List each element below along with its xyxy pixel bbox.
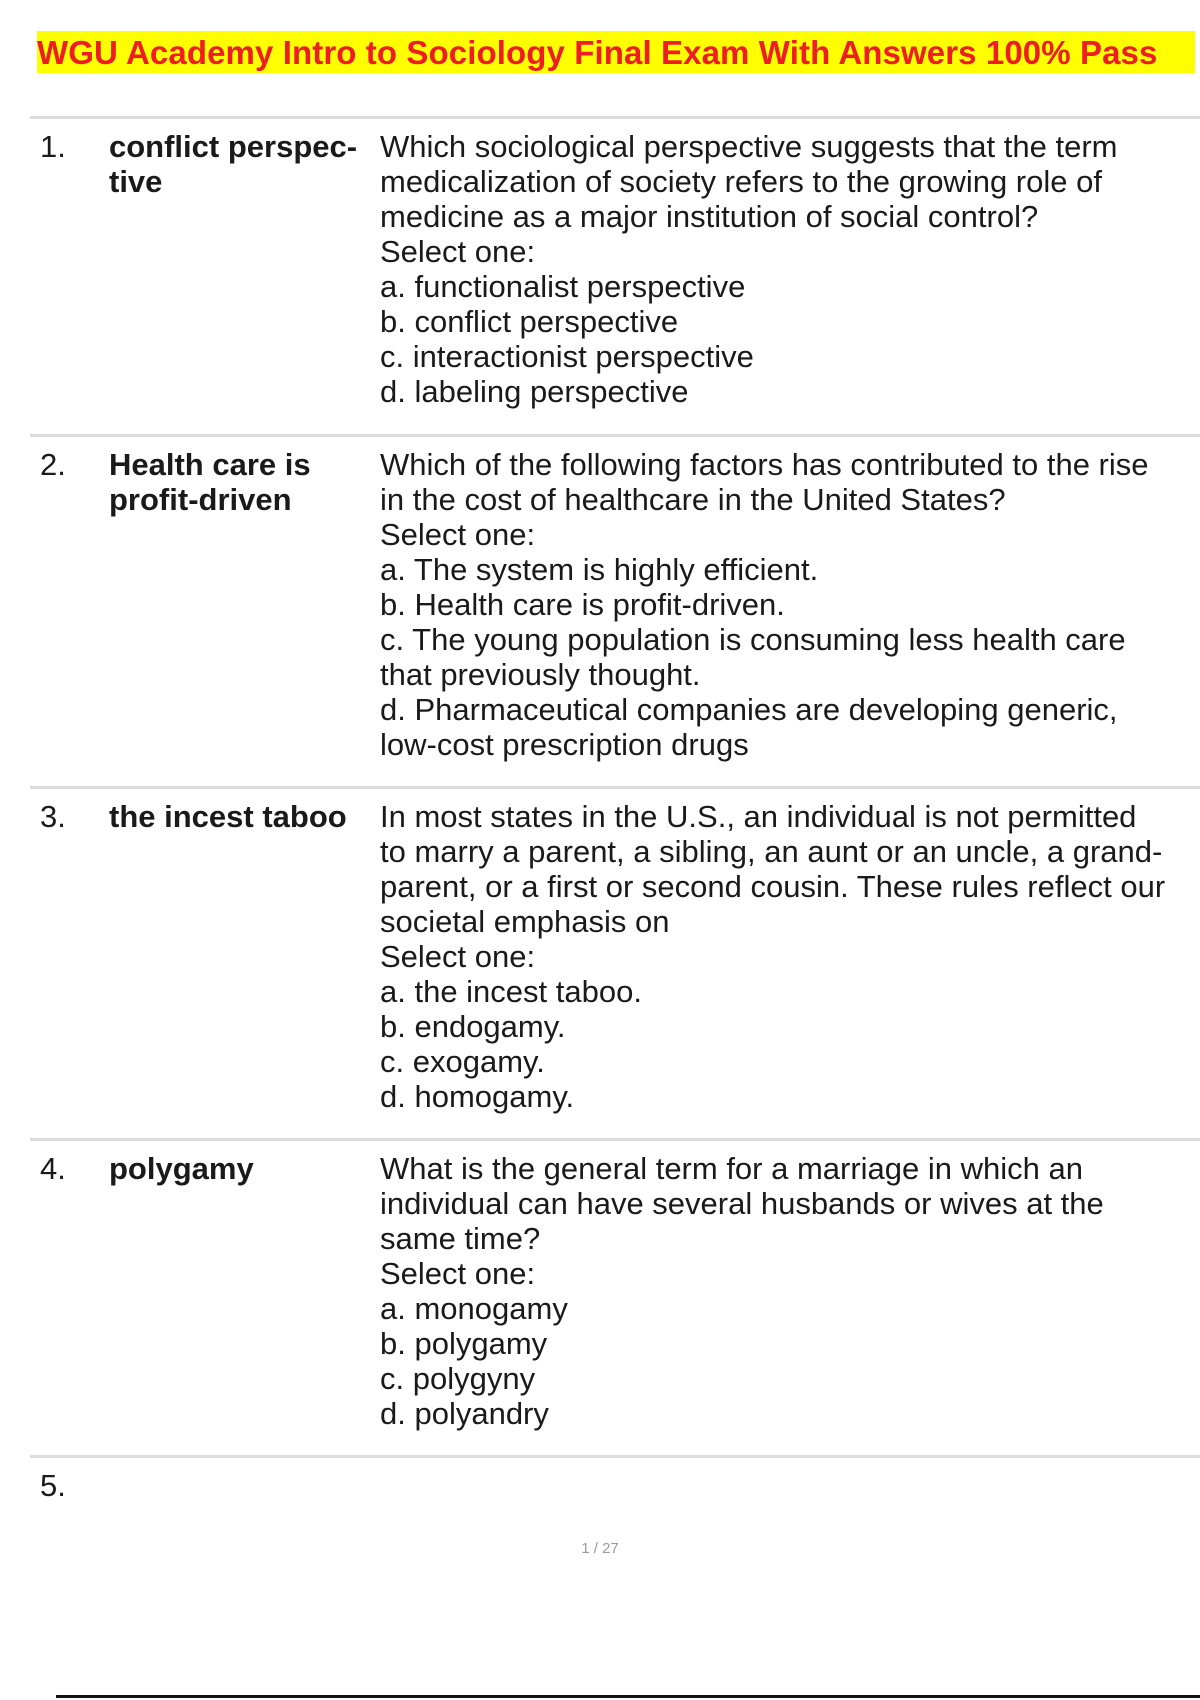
answer-term: polygamy	[109, 1151, 254, 1186]
question-row	[30, 786, 1200, 1138]
title-highlight	[37, 31, 1195, 73]
question-row	[30, 1455, 1200, 1535]
answer-term: Health care is profit-driven	[109, 447, 311, 517]
bottom-divider	[56, 1695, 1200, 1698]
question-text: What is the general term for a marriage in which an individual can have several husbands or wives at the same time? Select one: a. monogamy b. polygamy c. polygyny d. polyandry	[380, 1151, 1104, 1431]
page-indicator: 1 / 27	[581, 1540, 619, 1557]
question-row	[30, 116, 1200, 434]
question-text: In most states in the U.S., an individual is not permitted to marry a parent, a sibling, an aunt or an uncle, a grand- parent, or a first or second cousin. These rules reflect our societal emphasis on Select one: a. the incest taboo. b. endogamy. c. exogamy. d. homogamy.	[380, 799, 1166, 1114]
document-title: WGU Academy Intro to Sociology Final Exam With Answers 100% Pass	[37, 34, 1158, 71]
answer-term: conflict perspec- tive	[109, 129, 358, 199]
question-text: Which of the following factors has contributed to the rise in the cost of healthcare in the United States? Select one: a. The system is highly efficient. b. Health care is profit-driven. c. The young population is consuming less health care that previously thought. d. Pharmaceutical companies are developing generic, low-cost prescription drugs	[380, 447, 1149, 762]
question-number: 1.	[40, 129, 66, 164]
question-row	[30, 434, 1200, 786]
question-number: 4.	[40, 1151, 66, 1186]
question-row	[30, 1138, 1200, 1455]
question-text: Which sociological perspective suggests that the term medicalization of society refers to the growing role of medicine as a major institution of social control? Select one: a. functionalist perspective b. conflict perspective c. interactionist perspective d. labeling perspective	[380, 129, 1118, 409]
question-number: 2.	[40, 447, 66, 482]
question-list	[30, 116, 1200, 1535]
answer-term: the incest taboo	[109, 799, 347, 834]
question-number: 3.	[40, 799, 66, 834]
question-number: 5.	[40, 1468, 66, 1503]
